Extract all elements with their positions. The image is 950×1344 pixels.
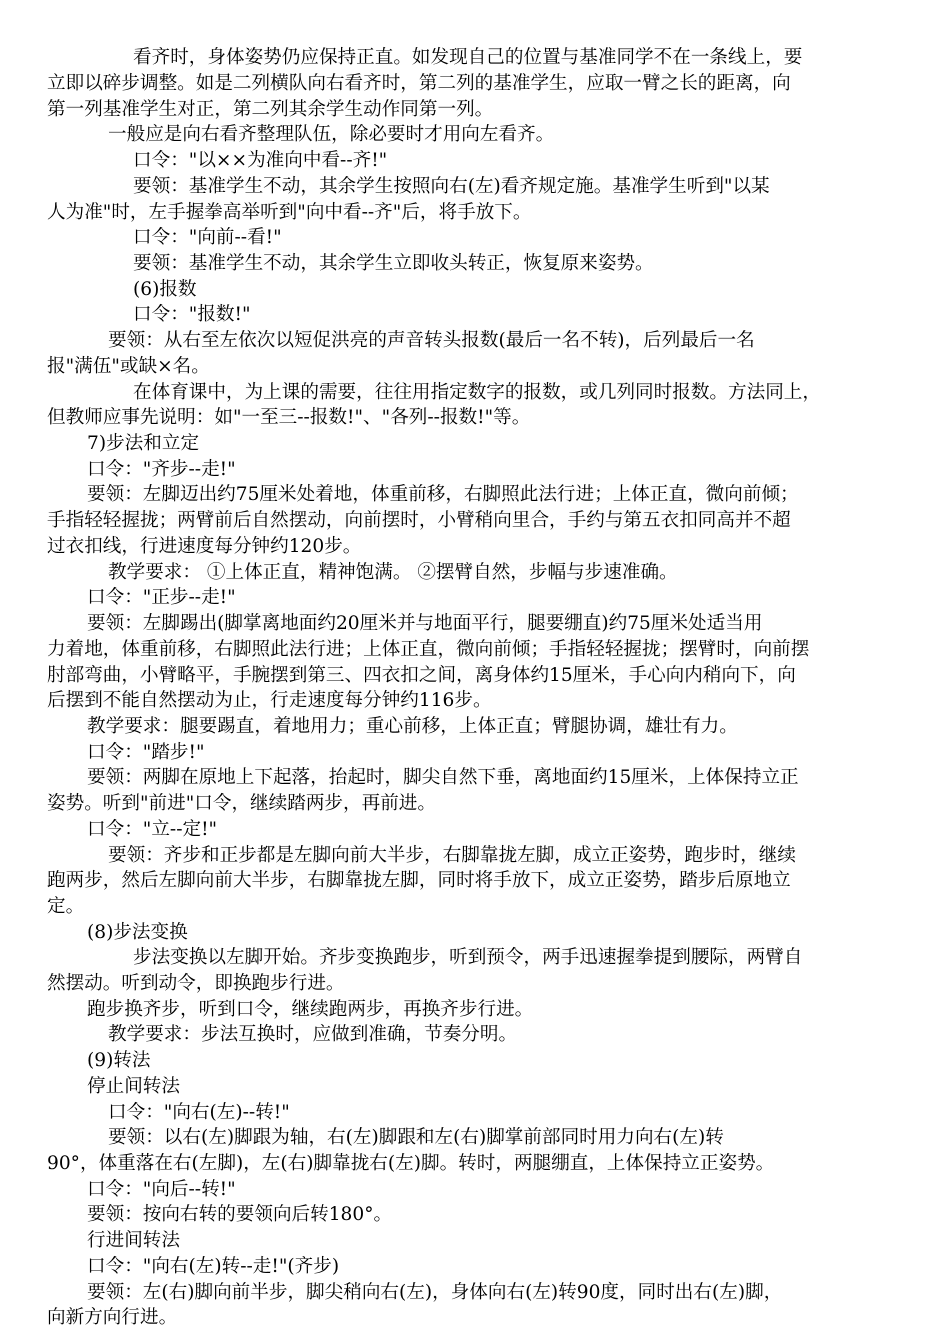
text-line: 定。: [47, 896, 85, 917]
text-line: 要领：基准学生不动，其余学生按照向右(左)看齐规定施。基准学生听到"以某: [133, 176, 770, 197]
text-line: 但教师应事先说明：如"一至三--报数!"、"各列--报数!"等。: [47, 407, 531, 428]
text-line: 要领：左脚迈出约75厘米处着地，体重前移，右脚照此法行进；上体正直，微向前倾；: [87, 484, 799, 505]
text-line: 要领：两脚在原地上下起落，抬起时，脚尖自然下垂，离地面约15厘米，上体保持立正: [87, 767, 799, 788]
text-line: 90°，体重落在右(左脚)，左(右)脚靠拢右(左)脚。转时，两腿绷直，上体保持立正姿势。: [47, 1153, 775, 1174]
text-line: 要领：基准学生不动，其余学生立即收头转正，恢复原来姿势。: [133, 253, 654, 274]
text-line: 力着地，体重前移，右脚照此法行进；上体正直，微向前倾；手指轻轻握拢；摆臂时，向前摆: [47, 639, 810, 660]
text-line: 要领：按向右转的要领向后转180°。: [87, 1204, 393, 1225]
text-line: 要领：左脚踢出(脚掌离地面约20厘米并与地面平行，腿要绷直)约75厘米处适当用: [87, 613, 763, 634]
section-heading: (9)转法: [87, 1050, 151, 1071]
text-line: 教学要求：步法互换时，应做到准确，节奏分明。: [108, 1024, 518, 1045]
text-line: 跑两步，然后左脚向前大半步，右脚靠拢左脚，同时将手放下，成立正姿势，踏步后原地立: [47, 870, 791, 891]
text-line: 一般应是向右看齐整理队伍，除必要时才用向左看齐。: [108, 124, 555, 145]
text-line: 跑步换齐步，听到口令，继续跑两步，再换齐步行进。: [87, 999, 534, 1020]
text-line: 肘部弯曲，小臂略平，手腕摆到第三、四衣扣之间，离身体约15厘米，手心向内稍向下，向: [47, 665, 796, 686]
text-line: 教学要求：腿要踢直，着地用力；重心前移，上体正直；臂腿协调，雄壮有力。: [87, 716, 738, 737]
section-heading: 7)步法和立定: [87, 433, 200, 454]
text-line: 姿势。听到"前进"口令，继续踏两步，再前进。: [47, 793, 436, 814]
text-line: 口令："报数!": [133, 304, 251, 325]
text-line: 看齐时，身体姿势仍应保持正直。如发现自己的位置与基准同学不在一条线上，要: [133, 47, 803, 68]
text-line: 口令："向右(左)--转!": [108, 1102, 290, 1123]
text-line: 步法变换以左脚开始。齐步变换跑步，听到预令，两手迅速握拳提到腰际，两臂自: [133, 947, 803, 968]
section-heading: (6)报数: [133, 279, 197, 300]
text-line: 手指轻轻握拢；两臂前后自然摆动，向前摆时，小臂稍向里合，手约与第五衣扣同高并不超: [47, 510, 791, 531]
text-line: 口令："正步--走!": [87, 587, 236, 608]
text-line: 口令："向右(左)转--走!"(齐步): [87, 1256, 340, 1277]
text-line: 口令："立--定!": [87, 819, 218, 840]
text-line: 口令："以××为准向中看--齐!": [133, 150, 388, 171]
text-line: 要领：以右(左)脚跟为轴，右(左)脚跟和左(右)脚掌前部同时用力向右(左)转: [108, 1127, 724, 1148]
text-line: 教学要求： ①上体正直，精神饱满。 ②摆臂自然，步幅与步速准确。: [108, 562, 678, 583]
text-line: 口令："向前--看!": [133, 227, 282, 248]
text-line: 过衣扣线，行进速度每分钟约120步。: [47, 536, 362, 557]
text-line: 报"满伍"或缺×名。: [47, 356, 210, 377]
text-line: 人为准"时，左手握拳高举听到"向中看--齐"后，将手放下。: [47, 202, 532, 223]
section-heading: (8)步法变换: [87, 922, 188, 943]
subsection-heading: 停止间转法: [87, 1076, 180, 1097]
text-line: 然摆动。听到动令，即换跑步行进。: [47, 973, 345, 994]
text-line: 要领：左(右)脚向前半步，脚尖稍向右(左)，身体向右(左)转90度，同时出右(左)脚，: [87, 1282, 783, 1303]
text-line: 立即以碎步调整。如是二列横队向右看齐时，第二列的基准学生，应取一臂之长的距离，向: [47, 73, 791, 94]
text-line: 口令："齐步--走!": [87, 459, 236, 480]
subsection-heading: 行进间转法: [87, 1230, 180, 1251]
text-line: 口令："踏步!": [87, 742, 205, 763]
text-line: 要领：从右至左依次以短促洪亮的声音转头报数(最后一名不转)，后列最后一名: [108, 330, 755, 351]
text-line: 在体育课中，为上课的需要，往往用指定数字的报数，或几列同时报数。方法同上，: [133, 382, 821, 403]
text-line: 口令："向后--转!": [87, 1179, 236, 1200]
text-line: 要领：齐步和正步都是左脚向前大半步，右脚靠拢左脚，成立正姿势，跑步时，继续: [108, 845, 796, 866]
text-line: 后摆到不能自然摆动为止，行走速度每分钟约116步。: [47, 690, 492, 711]
text-line: 第一列基准学生对正，第二列其余学生动作同第一列。: [47, 99, 494, 120]
text-line: 向新方向行进。: [47, 1307, 178, 1328]
